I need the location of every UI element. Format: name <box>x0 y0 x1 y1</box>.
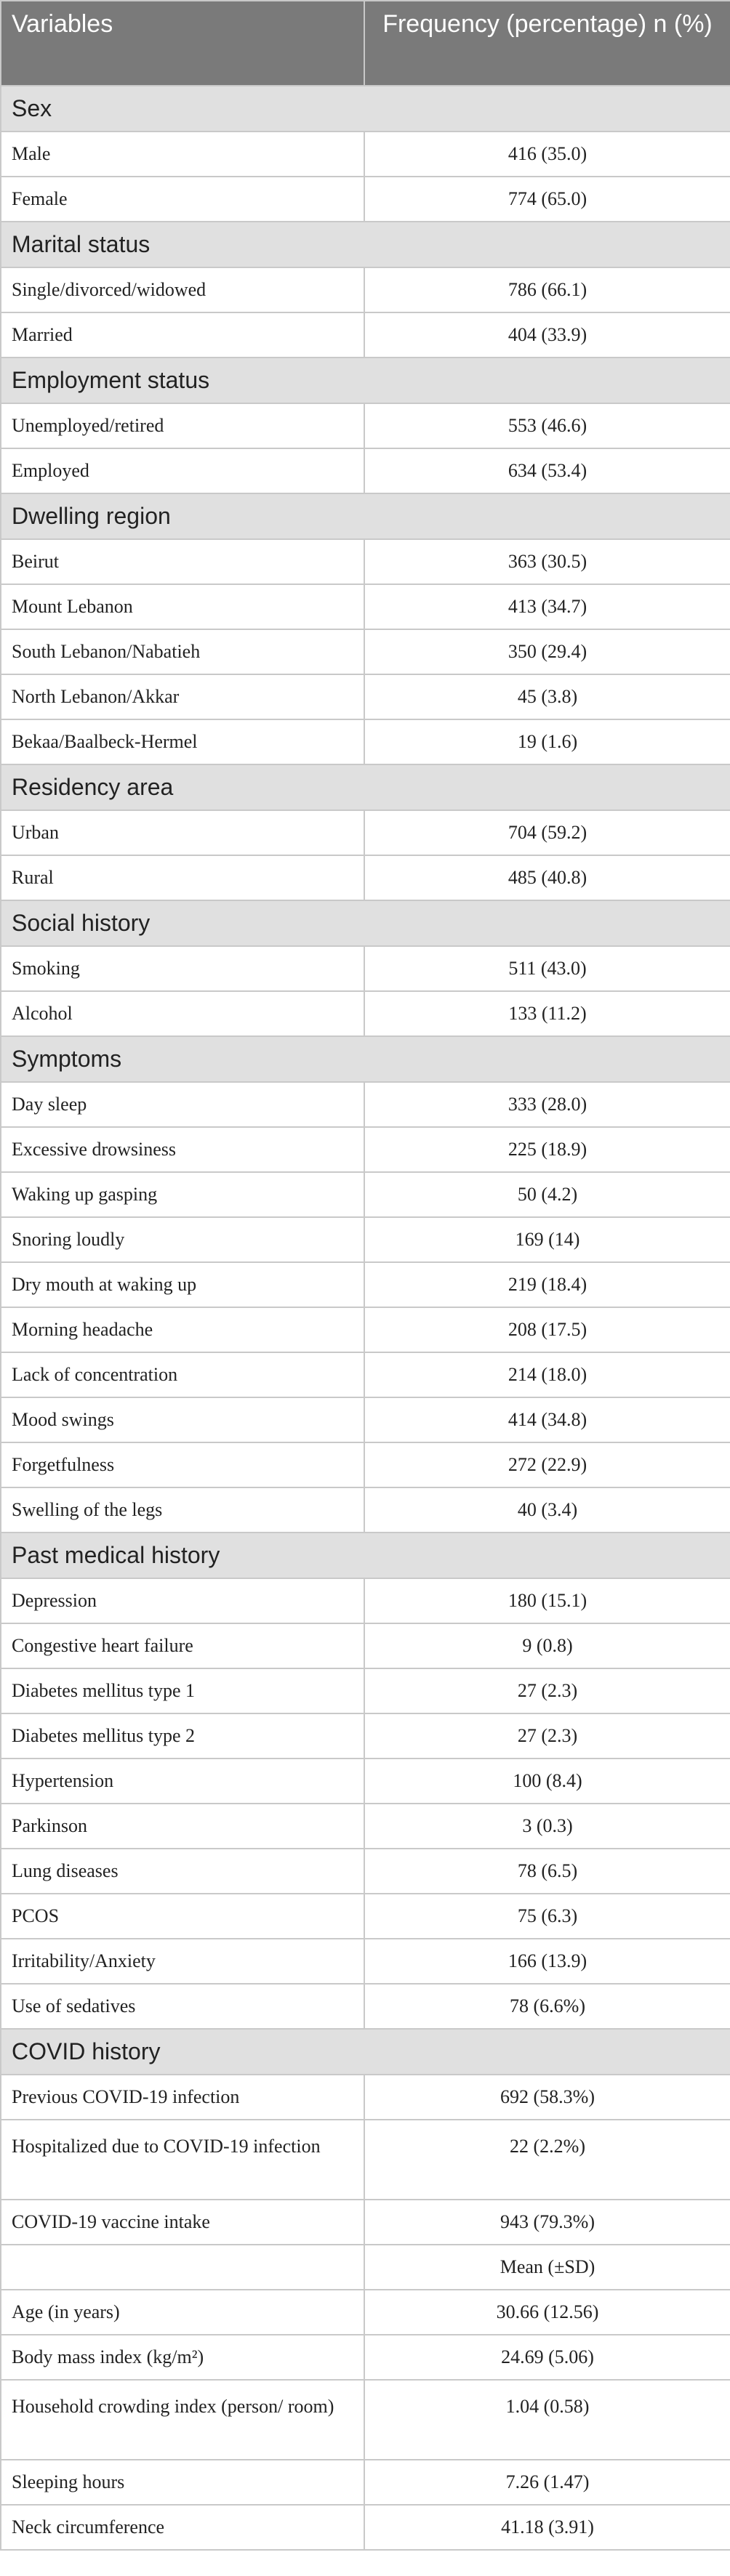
row-value: 1.04 (0.58) <box>364 2380 730 2460</box>
row-value: 27 (2.3) <box>364 1713 730 1759</box>
section-header-row <box>1 1036 730 1082</box>
table-row <box>1 2200 730 2245</box>
section-title: Marital status <box>1 222 730 267</box>
row-value: 704 (59.2) <box>364 810 730 855</box>
table-row <box>1 2505 730 2550</box>
row-label: PCOS <box>1 1894 364 1939</box>
table-row <box>1 2075 730 2120</box>
row-label: Dry mouth at waking up <box>1 1262 364 1307</box>
row-label: Previous COVID-19 infection <box>1 2075 364 2120</box>
row-value: 511 (43.0) <box>364 946 730 991</box>
row-label: Diabetes mellitus type 1 <box>1 1668 364 1713</box>
table-row <box>1 2460 730 2505</box>
section-title: Sex <box>1 86 730 132</box>
row-value: 7.26 (1.47) <box>364 2460 730 2505</box>
row-label: Forgetfulness <box>1 1442 364 1487</box>
table-row <box>1 1487 730 1533</box>
table-row <box>1 2335 730 2380</box>
row-label: Parkinson <box>1 1804 364 1849</box>
row-value: 774 (65.0) <box>364 177 730 222</box>
row-value: 786 (66.1) <box>364 267 730 312</box>
table-row <box>1 629 730 674</box>
column-header-frequency: Frequency (percentage) n (%) <box>364 1 730 86</box>
section-header-row <box>1 86 730 132</box>
row-label <box>1 2245 364 2290</box>
table-row <box>1 1849 730 1894</box>
row-value: 169 (14) <box>364 1217 730 1262</box>
row-value: 634 (53.4) <box>364 448 730 493</box>
table-row <box>1 1578 730 1623</box>
section-title: Symptoms <box>1 1036 730 1082</box>
table-row <box>1 1713 730 1759</box>
table-row <box>1 1442 730 1487</box>
row-label: Body mass index (kg/m²) <box>1 2335 364 2380</box>
row-value: 133 (11.2) <box>364 991 730 1036</box>
row-value: 553 (46.6) <box>364 403 730 448</box>
table-row <box>1 1217 730 1262</box>
row-label: Age (in years) <box>1 2290 364 2335</box>
row-label: Hospitalized due to COVID-19 infection <box>1 2120 364 2200</box>
row-value: 413 (34.7) <box>364 584 730 629</box>
row-value: 78 (6.5) <box>364 1849 730 1894</box>
row-label: Household crowding index (person/ room) <box>1 2380 364 2460</box>
row-label: Day sleep <box>1 1082 364 1127</box>
table-row <box>1 539 730 584</box>
row-value: 50 (4.2) <box>364 1172 730 1217</box>
row-label: Alcohol <box>1 991 364 1036</box>
table-row <box>1 1127 730 1172</box>
row-label: Single/divorced/widowed <box>1 267 364 312</box>
row-value: 214 (18.0) <box>364 1352 730 1397</box>
row-value: 363 (30.5) <box>364 539 730 584</box>
row-value: 225 (18.9) <box>364 1127 730 1172</box>
table-row <box>1 1352 730 1397</box>
row-label: North Lebanon/Akkar <box>1 674 364 719</box>
row-label: Beirut <box>1 539 364 584</box>
table-row <box>1 403 730 448</box>
section-header-row <box>1 764 730 810</box>
table-row <box>1 1894 730 1939</box>
table-row <box>1 719 730 764</box>
row-value: 41.18 (3.91) <box>364 2505 730 2550</box>
row-value: 75 (6.3) <box>364 1894 730 1939</box>
row-value: 692 (58.3%) <box>364 2075 730 2120</box>
row-label: Waking up gasping <box>1 1172 364 1217</box>
row-label: Rural <box>1 855 364 900</box>
section-header-row <box>1 900 730 946</box>
row-label: Morning headache <box>1 1307 364 1352</box>
table-row <box>1 2290 730 2335</box>
row-label: Male <box>1 132 364 177</box>
table-row <box>1 2380 730 2460</box>
row-label: South Lebanon/Nabatieh <box>1 629 364 674</box>
section-header-row <box>1 222 730 267</box>
row-value: 24.69 (5.06) <box>364 2335 730 2380</box>
row-label: Bekaa/Baalbeck-Hermel <box>1 719 364 764</box>
table-row <box>1 1984 730 2029</box>
section-header-row <box>1 358 730 403</box>
section-header-row <box>1 1533 730 1578</box>
row-label: Employed <box>1 448 364 493</box>
table-row <box>1 584 730 629</box>
table-row <box>1 674 730 719</box>
table-row <box>1 448 730 493</box>
row-value: 9 (0.8) <box>364 1623 730 1668</box>
section-title: Dwelling region <box>1 493 730 539</box>
section-title: Social history <box>1 900 730 946</box>
row-label: Use of sedatives <box>1 1984 364 2029</box>
row-value: 404 (33.9) <box>364 312 730 358</box>
table-row <box>1 1804 730 1849</box>
row-label: Irritability/Anxiety <box>1 1939 364 1984</box>
row-value: 416 (35.0) <box>364 132 730 177</box>
row-value: 485 (40.8) <box>364 855 730 900</box>
table-row <box>1 312 730 358</box>
row-value: 272 (22.9) <box>364 1442 730 1487</box>
row-value: 78 (6.6%) <box>364 1984 730 2029</box>
row-label: Diabetes mellitus type 2 <box>1 1713 364 1759</box>
row-value: 3 (0.3) <box>364 1804 730 1849</box>
row-value: 414 (34.8) <box>364 1397 730 1442</box>
row-label: Excessive drowsiness <box>1 1127 364 1172</box>
row-label: Sleeping hours <box>1 2460 364 2505</box>
section-header-row <box>1 493 730 539</box>
row-label: Smoking <box>1 946 364 991</box>
table-row <box>1 177 730 222</box>
row-value: 166 (13.9) <box>364 1939 730 1984</box>
row-value: 45 (3.8) <box>364 674 730 719</box>
table-row <box>1 1668 730 1713</box>
table-row <box>1 1759 730 1804</box>
table-row <box>1 991 730 1036</box>
row-value: 100 (8.4) <box>364 1759 730 1804</box>
table-row <box>1 1939 730 1984</box>
table-row <box>1 1623 730 1668</box>
table-row <box>1 1307 730 1352</box>
row-label: Depression <box>1 1578 364 1623</box>
row-value: 208 (17.5) <box>364 1307 730 1352</box>
table-row <box>1 946 730 991</box>
table-row <box>1 2245 730 2290</box>
row-label: Hypertension <box>1 1759 364 1804</box>
table-row <box>1 267 730 312</box>
table-row <box>1 810 730 855</box>
row-value: 333 (28.0) <box>364 1082 730 1127</box>
section-title: Employment status <box>1 358 730 403</box>
row-label: Lack of concentration <box>1 1352 364 1397</box>
row-value: 219 (18.4) <box>364 1262 730 1307</box>
row-value: 180 (15.1) <box>364 1578 730 1623</box>
row-label: Neck circumference <box>1 2505 364 2550</box>
row-value: Mean (±SD) <box>364 2245 730 2290</box>
row-value: 350 (29.4) <box>364 629 730 674</box>
section-title: Past medical history <box>1 1533 730 1578</box>
row-label: COVID-19 vaccine intake <box>1 2200 364 2245</box>
row-label: Snoring loudly <box>1 1217 364 1262</box>
row-label: Married <box>1 312 364 358</box>
row-value: 40 (3.4) <box>364 1487 730 1533</box>
table-row <box>1 1262 730 1307</box>
row-label: Unemployed/retired <box>1 403 364 448</box>
row-label: Mood swings <box>1 1397 364 1442</box>
table-body <box>1 86 730 2550</box>
row-value: 27 (2.3) <box>364 1668 730 1713</box>
column-header-variables: Variables <box>1 1 364 86</box>
row-value: 22 (2.2%) <box>364 2120 730 2200</box>
row-label: Congestive heart failure <box>1 1623 364 1668</box>
row-label: Mount Lebanon <box>1 584 364 629</box>
table-row <box>1 855 730 900</box>
table-header-row <box>1 1 730 86</box>
section-header-row <box>1 2029 730 2075</box>
table-row <box>1 2120 730 2200</box>
row-label: Lung diseases <box>1 1849 364 1894</box>
row-value: 19 (1.6) <box>364 719 730 764</box>
row-label: Swelling of the legs <box>1 1487 364 1533</box>
row-label: Urban <box>1 810 364 855</box>
section-title: COVID history <box>1 2029 730 2075</box>
row-value: 943 (79.3%) <box>364 2200 730 2245</box>
section-title: Residency area <box>1 764 730 810</box>
table-row <box>1 1082 730 1127</box>
row-value: 30.66 (12.56) <box>364 2290 730 2335</box>
row-label: Female <box>1 177 364 222</box>
table-row <box>1 1172 730 1217</box>
table-row <box>1 1397 730 1442</box>
table-row <box>1 132 730 177</box>
